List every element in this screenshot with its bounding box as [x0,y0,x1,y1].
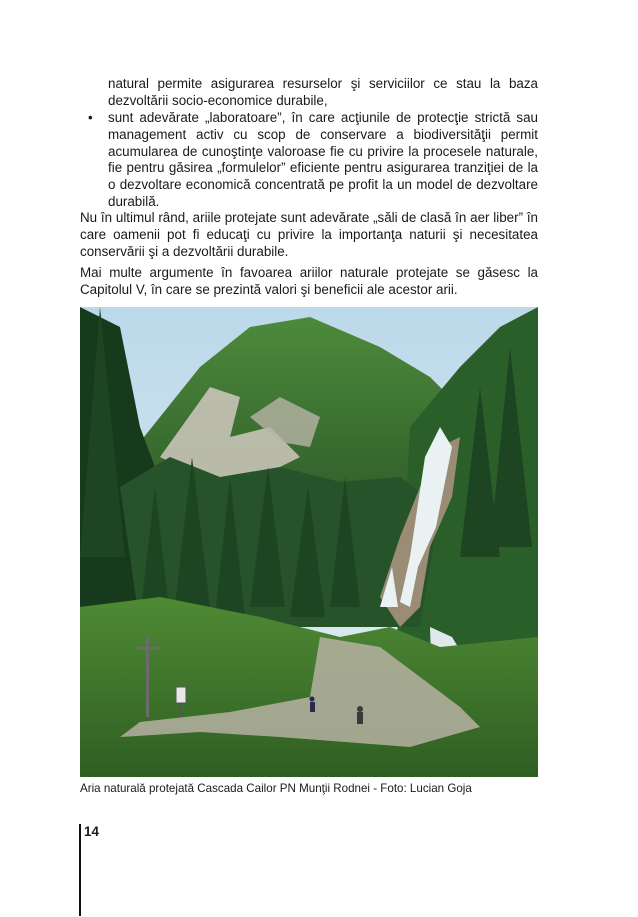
paragraph-outdoor-classroom: Nu în ultimul rând, ariile protejate sunt adevărate „săli de clasă în aer liber” în care oamenii pot fi educaţi cu privire la importanţa naturii şi necesitatea conservării şi a dezvoltării durabile. [80,210,538,259]
page-margin-rule [79,824,81,916]
bullet-marker: • [88,110,93,125]
page-number: 14 [84,824,99,839]
bullet-item-text: sunt adevărate „laboratoare”, în care acţiunile de protecţie strictă sau management activ cu scop de conservare a biodiversităţii permit acumularea de cunoştinţe valoroase fie cu privire la procesele naturale, fie pentru găsirea „formulelor” eficiente pentru asigurarea tranziţiei de la o dezvoltare economică concentrată pe profit la un model de dezvoltare durabilă. [108,110,538,209]
photo-caption: Aria naturală protejată Cascada Cailor PN Munţii Rodnei - Foto: Lucian Goja [80,782,472,795]
bullet-continuation-text: natural permite asigurarea resurselor şi serviciilor ce stau la baza dezvoltării socio-economice durabile, [108,76,538,108]
waterfall-photo [80,307,538,777]
paragraph-chapter-reference: Mai multe argumente în favoarea ariilor naturale protejate se găsesc la Capitolul V, în care se prezintă valori şi beneficii ale acestor arii. [80,265,538,297]
